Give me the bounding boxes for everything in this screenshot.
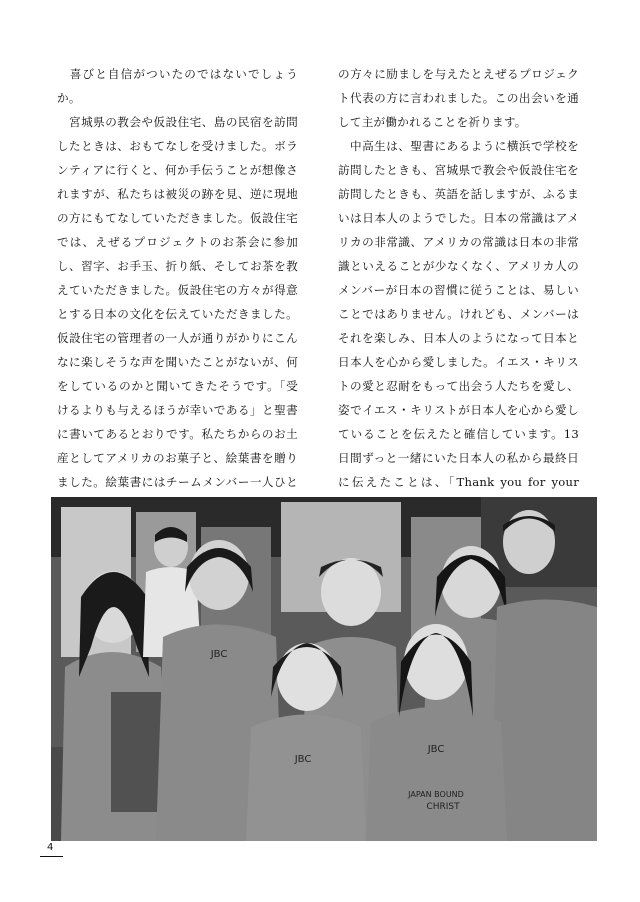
paragraph: の方々に励ましを与えたとえぜるプロジェクト代表の方に言われました。この出会いを通して主が働かれることを祈ります。 [338,67,579,129]
group-photo [51,497,597,841]
page-number: 4 [47,842,54,853]
paragraph: 喜びと自信がついたのではないでしょうか。 [57,67,298,105]
shirt-text: JAPAN BOUND [408,790,464,799]
shirt-text: JBC [210,649,228,660]
paragraph: 宮城県の教会や仮設住宅、島の民宿を訪問したときは、おもてなしを受けました。ボランティアに行くと、何か手伝うことが想像されますが、私たちは被災の跡を見、逆に現地の方にもてなしていただきました。仮設住宅では、えぜるプロジェクトのお茶会に参加し、習字、お手玉、折り紙、そしてお茶を教えていただきました。仮設住宅の方々が得意とする日本の文化を伝えていただきました。仮設住宅の管理者の一人が通りがかりにこんなに楽しそうな声を聞いたことがないが、何をしているのかと聞いてきたそうです。「受けるよりも与えるほうが幸いである」と聖書に書いてあるとおりです。私たちからのお土産としてアメリカのお菓子と、絵葉書を贈りました。絵葉書にはチームメンバー一人ひと [57,115,298,489]
paragraph: 中高生は、聖書にあるように横浜で学校を訪問したときも、宮城県で教会や仮設住宅を訪問したときも、英語を話しますが、ふるまいは日本人のようでした。日本の常識はアメリカの非常識、アメリカの常識は日本の非常識といえることが少なくなく、アメリカ人のメンバーが日本の習慣に従うことは、易しいことではありません。けれども、メンバーはそれを楽しみ、日本人のようになって日本と日本人を心から愛しました。イエス・キリストの愛と忍耐をもって出会う人たちを愛し、姿でイエス・キリストが日本人を心から愛していることを伝えたと確信しています。13 日間ずっと一緒にいた日本人の私から最終日に伝えたことは、「Thank you for your [338,139,579,489]
page-number-rule [40,856,63,857]
shirt-text: CHRIST [426,802,460,812]
shirt-text: JBC [294,754,312,765]
group-photo-illustration [51,497,597,841]
shirt-text: JBC [427,744,445,755]
